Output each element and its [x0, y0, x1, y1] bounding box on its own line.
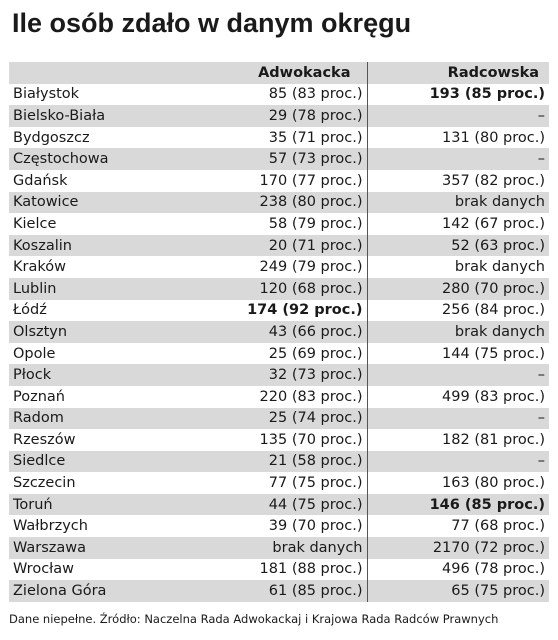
row-adwokacka-value: 135 (70 proc.)	[185, 429, 367, 451]
table-row	[9, 84, 549, 106]
row-adwokacka-value: 181 (88 proc.)	[185, 559, 367, 581]
row-radcowska-value: 77 (68 proc.)	[367, 515, 549, 537]
table-header-row	[9, 62, 549, 84]
row-radcowska-value: 496 (78 proc.)	[367, 559, 549, 581]
table-row	[9, 408, 549, 430]
row-radcowska-value: 182 (81 proc.)	[367, 429, 549, 451]
row-adwokacka-value: 174 (92 proc.)	[185, 300, 367, 322]
row-radcowska-value: brak danych	[367, 256, 549, 278]
row-radcowska-value: 2170 (72 proc.)	[367, 537, 549, 559]
row-city: Zielona Góra	[9, 580, 185, 602]
table-row	[9, 343, 549, 365]
row-city: Łódź	[9, 300, 185, 322]
row-city: Bielsko-Biała	[9, 105, 185, 127]
row-adwokacka-value: 170 (77 proc.)	[185, 170, 367, 192]
table-row	[9, 127, 549, 149]
table-row	[9, 515, 549, 537]
column-header-adwokacka: Adwokacka	[185, 62, 367, 84]
row-city: Rzeszów	[9, 429, 185, 451]
column-header-city	[9, 62, 185, 84]
row-radcowska-value: 146 (85 proc.)	[367, 494, 549, 516]
row-city: Koszalin	[9, 235, 185, 257]
row-radcowska-value: brak danych	[367, 321, 549, 343]
row-adwokacka-value: 120 (68 proc.)	[185, 278, 367, 300]
row-city: Wrocław	[9, 559, 185, 581]
row-city: Bydgoszcz	[9, 127, 185, 149]
row-city: Warszawa	[9, 537, 185, 559]
row-city: Szczecin	[9, 472, 185, 494]
row-city: Częstochowa	[9, 148, 185, 170]
table-row	[9, 105, 549, 127]
row-adwokacka-value: 44 (75 proc.)	[185, 494, 367, 516]
row-adwokacka-value: brak danych	[185, 537, 367, 559]
row-adwokacka-value: 58 (79 proc.)	[185, 213, 367, 235]
row-adwokacka-value: 29 (78 proc.)	[185, 105, 367, 127]
row-adwokacka-value: 57 (73 proc.)	[185, 148, 367, 170]
row-city: Płock	[9, 364, 185, 386]
row-adwokacka-value: 20 (71 proc.)	[185, 235, 367, 257]
table-row	[9, 429, 549, 451]
row-city: Poznań	[9, 386, 185, 408]
table-row	[9, 537, 549, 559]
row-city: Toruń	[9, 494, 185, 516]
table-body	[9, 84, 549, 602]
table-row	[9, 472, 549, 494]
row-radcowska-value: 65 (75 proc.)	[367, 580, 549, 602]
row-radcowska-value: –	[367, 364, 549, 386]
table-row	[9, 364, 549, 386]
table-row	[9, 494, 549, 516]
table-row	[9, 213, 549, 235]
row-radcowska-value: 131 (80 proc.)	[367, 127, 549, 149]
table-row	[9, 580, 549, 602]
row-city: Olsztyn	[9, 321, 185, 343]
row-radcowska-value: 52 (63 proc.)	[367, 235, 549, 257]
row-city: Opole	[9, 343, 185, 365]
row-adwokacka-value: 249 (79 proc.)	[185, 256, 367, 278]
row-adwokacka-value: 35 (71 proc.)	[185, 127, 367, 149]
row-city: Kraków	[9, 256, 185, 278]
table-row	[9, 300, 549, 322]
row-radcowska-value: 256 (84 proc.)	[367, 300, 549, 322]
row-radcowska-value: –	[367, 451, 549, 473]
row-adwokacka-value: 32 (73 proc.)	[185, 364, 367, 386]
row-adwokacka-value: 25 (74 proc.)	[185, 408, 367, 430]
row-city: Siedlce	[9, 451, 185, 473]
row-radcowska-value: 142 (67 proc.)	[367, 213, 549, 235]
table-row	[9, 386, 549, 408]
row-city: Radom	[9, 408, 185, 430]
table-row	[9, 321, 549, 343]
row-radcowska-value: –	[367, 148, 549, 170]
table-row	[9, 278, 549, 300]
row-adwokacka-value: 77 (75 proc.)	[185, 472, 367, 494]
table-row	[9, 192, 549, 214]
row-city: Lublin	[9, 278, 185, 300]
row-adwokacka-value: 220 (83 proc.)	[185, 386, 367, 408]
source-note: Dane niepełne. Źródło: Naczelna Rada Adwokackaj i Krajowa Rada Radców Prawnych	[9, 612, 499, 626]
row-radcowska-value: 499 (83 proc.)	[367, 386, 549, 408]
row-radcowska-value: 193 (85 proc.)	[367, 84, 549, 106]
row-radcowska-value: 163 (80 proc.)	[367, 472, 549, 494]
row-city: Katowice	[9, 192, 185, 214]
column-header-radcowska: Radcowska	[367, 62, 549, 84]
row-radcowska-value: –	[367, 408, 549, 430]
row-adwokacka-value: 61 (85 proc.)	[185, 580, 367, 602]
row-city: Kielce	[9, 213, 185, 235]
row-radcowska-value: 280 (70 proc.)	[367, 278, 549, 300]
table-row	[9, 235, 549, 257]
table-row	[9, 451, 549, 473]
table-row	[9, 559, 549, 581]
table-row	[9, 170, 549, 192]
row-city: Wałbrzych	[9, 515, 185, 537]
row-radcowska-value: –	[367, 105, 549, 127]
row-radcowska-value: 357 (82 proc.)	[367, 170, 549, 192]
row-adwokacka-value: 85 (83 proc.)	[185, 84, 367, 106]
row-adwokacka-value: 39 (70 proc.)	[185, 515, 367, 537]
row-adwokacka-value: 238 (80 proc.)	[185, 192, 367, 214]
row-radcowska-value: 144 (75 proc.)	[367, 343, 549, 365]
row-city: Białystok	[9, 84, 185, 106]
table-row	[9, 148, 549, 170]
row-adwokacka-value: 43 (66 proc.)	[185, 321, 367, 343]
row-adwokacka-value: 25 (69 proc.)	[185, 343, 367, 365]
table-row	[9, 256, 549, 278]
row-adwokacka-value: 21 (58 proc.)	[185, 451, 367, 473]
page-title: Ile osób zdało w danym okręgu	[12, 8, 412, 38]
row-radcowska-value: brak danych	[367, 192, 549, 214]
results-table	[9, 62, 549, 602]
row-city: Gdańsk	[9, 170, 185, 192]
